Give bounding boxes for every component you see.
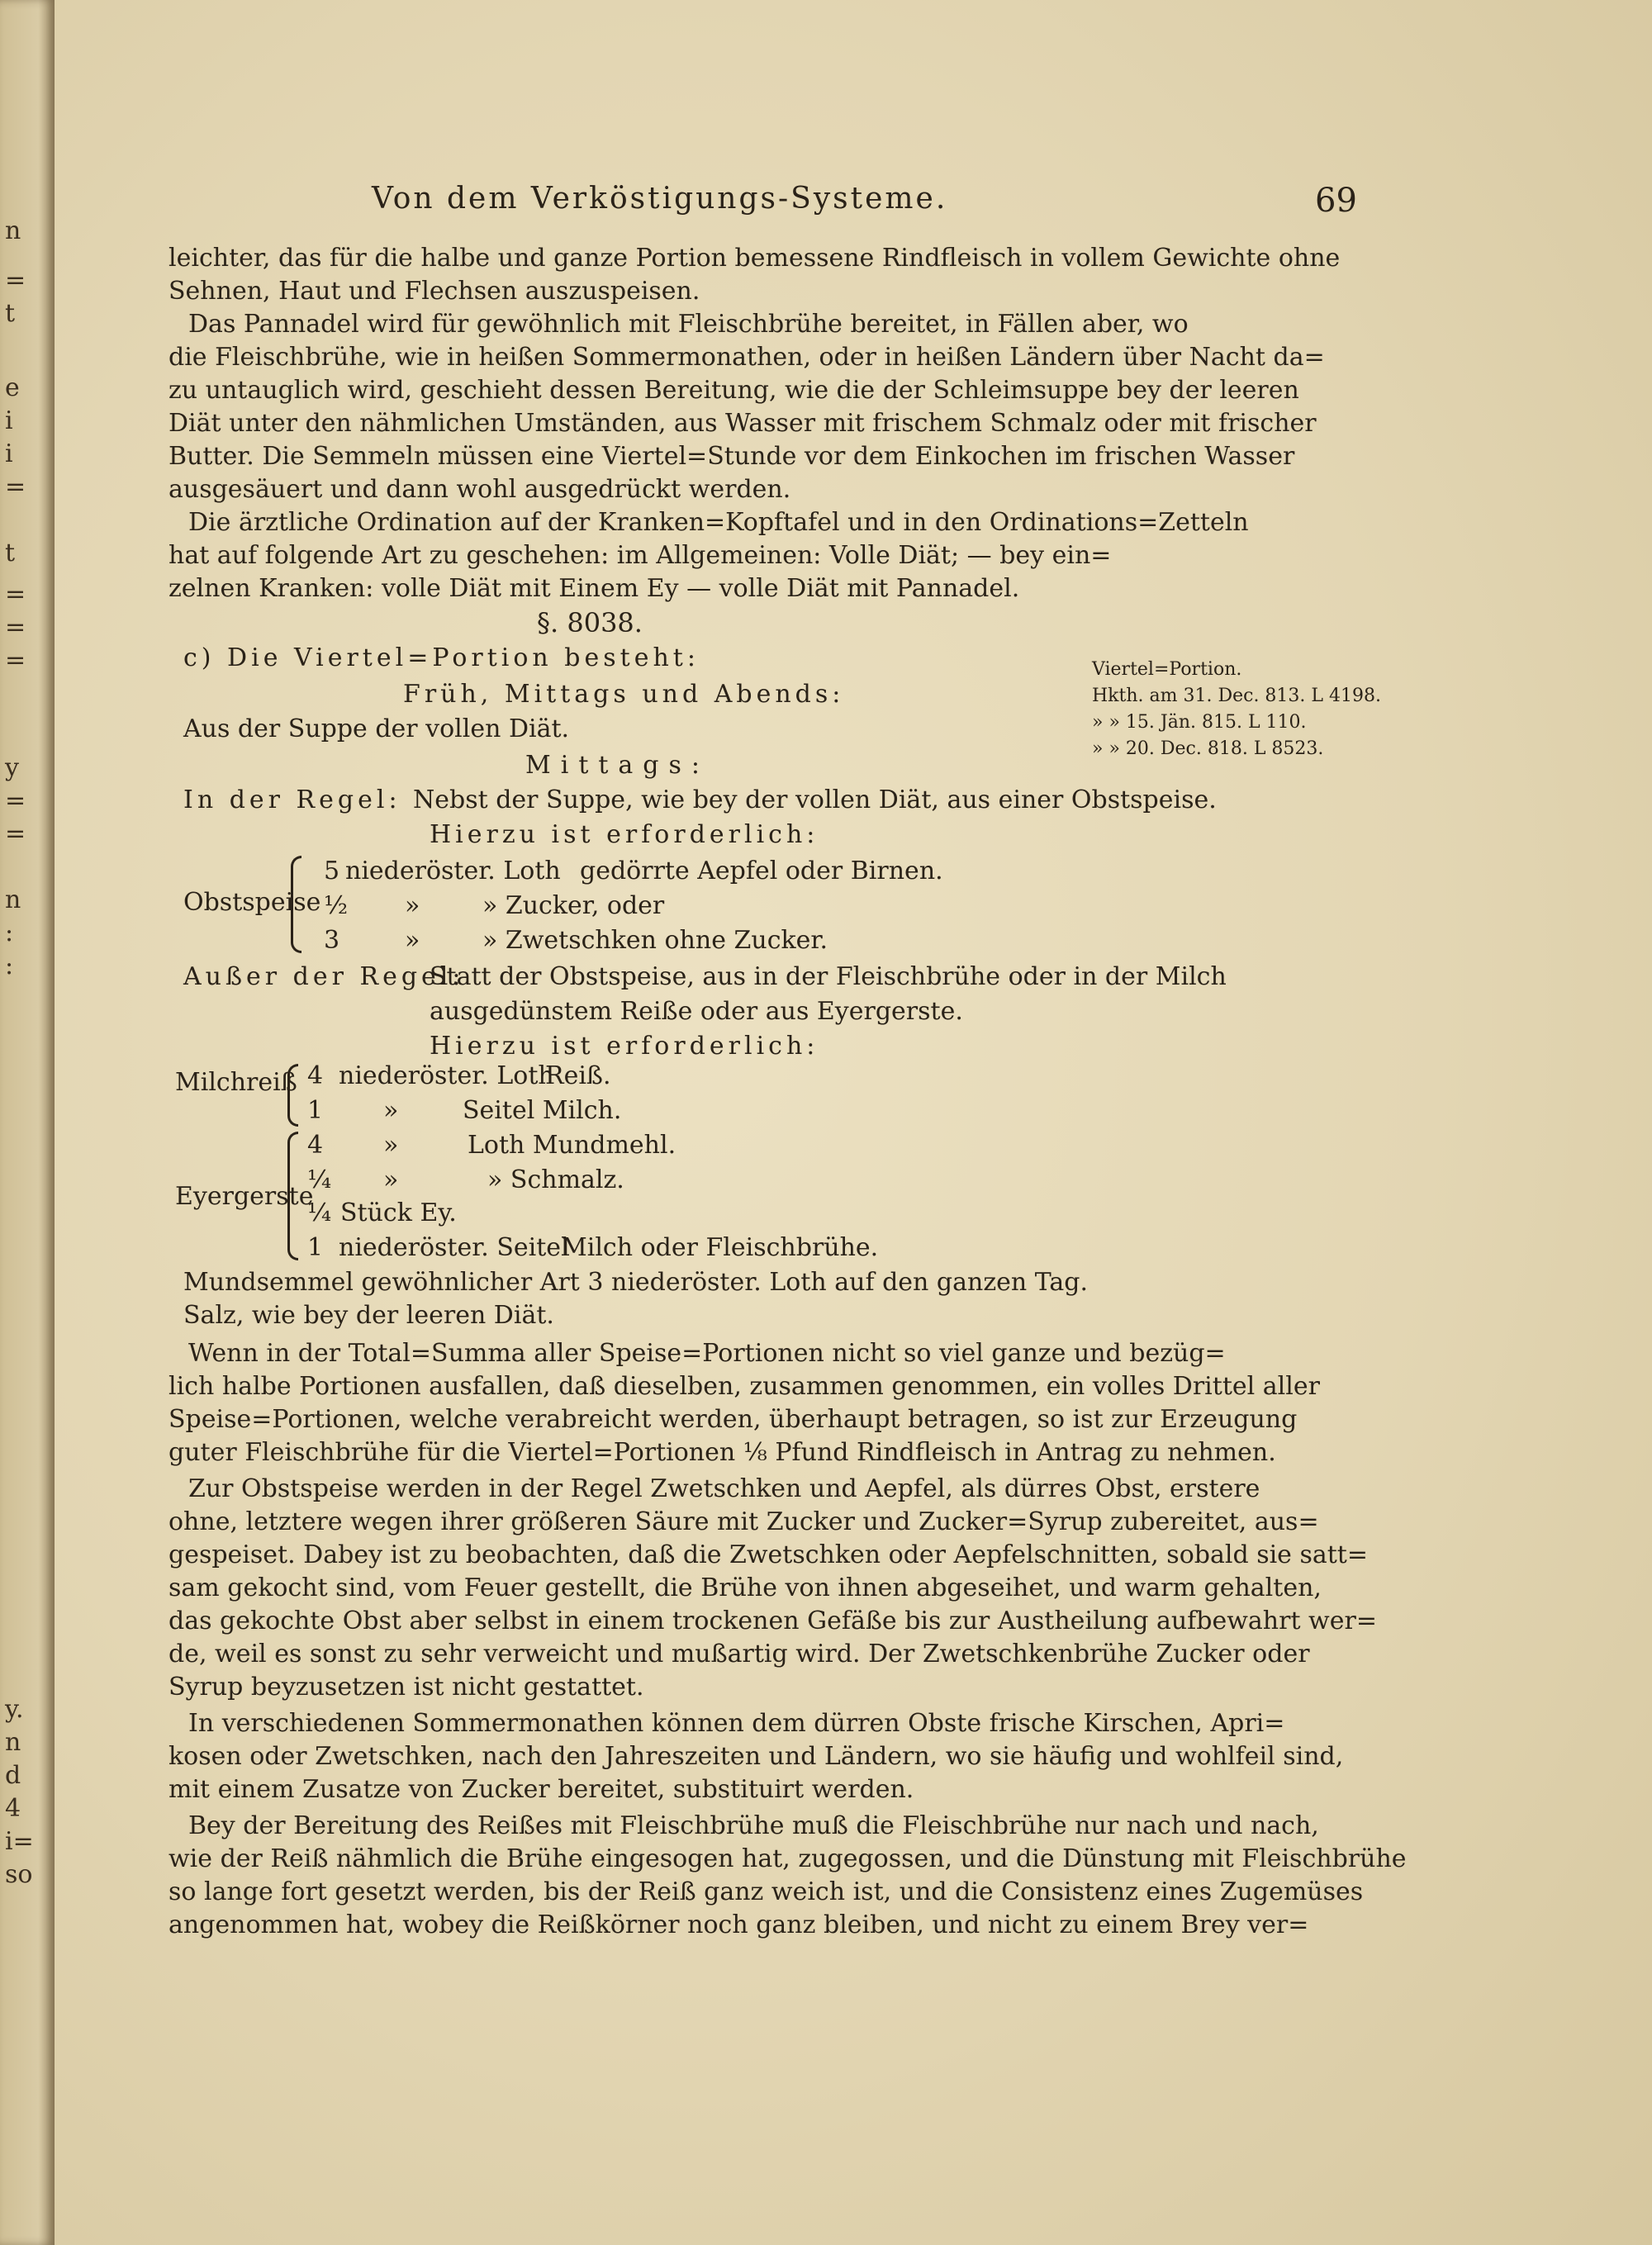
rule-label: In der Regel: [183,786,401,814]
rule-text: Nebst der Suppe, wie bey der vollen Diät, aus einer Obstspeise. [413,786,1217,814]
page-number: 69 [1315,182,1357,220]
text-line: In verschiedenen Sommermonathen können dem dürren Obste frische Kirschen, Apri= [188,1709,1285,1738]
required-label: Hierzu ist erforderlich: [430,820,819,849]
margin-fragment: = [5,580,26,609]
unit: niederöster. Loth [345,857,561,885]
text-line: Syrup beyzusetzen ist nicht gestattet. [169,1673,644,1702]
text-line: kosen oder Zwetschken, nach den Jahreszeiten und Ländern, wo sie häufig und wohlfeil sind, [169,1742,1344,1771]
item: Seitel Milch. [463,1096,622,1125]
margin-fragment: = [5,472,26,501]
exception-text: ausgedünstem Reiße oder aus Eyergerste. [430,997,963,1026]
item: » Zucker, oder [482,891,665,920]
qty: 1 [307,1096,324,1125]
group-label: Milchreiß [175,1068,297,1097]
margin-note-reference: » » 20. Dec. 818. L 8523. [1092,738,1324,759]
brace [287,1064,298,1127]
margin-fragment: t [5,299,16,328]
margin-fragment: = [5,819,26,848]
item: » Schmalz. [487,1165,624,1194]
text-line: so lange fort gesetzt werden, bis der Reiß ganz weich ist, und die Consistenz eines Zugemüses [169,1877,1364,1906]
margin-fragment: = [5,646,26,675]
text-line: sam gekocht sind, vom Feuer gestellt, die Brühe von ihnen abgeseihet, und warm gehalten, [169,1573,1322,1602]
item: Reiß. [545,1061,611,1090]
text-line: lich halbe Portionen ausfallen, daß dieselben, zusammen genommen, ein volles Drittel aller [169,1372,1320,1401]
text-line: Speise=Portionen, welche verabreicht werden, überhaupt betragen, so ist zur Erzeugung [169,1405,1298,1434]
margin-fragment: i= [5,1827,34,1856]
running-head: Von dem Verköstigungs-Systeme. [372,182,948,216]
unit: » [383,1131,399,1160]
qty: 3 [324,926,340,955]
text-line: zelnen Kranken: volle Diät mit Einem Ey — volle Diät mit Pannadel. [169,574,1020,603]
qty: 4 [307,1131,324,1160]
text-line: Aus der Suppe der vollen Diät. [183,714,570,743]
text-line: Salz, wie bey der leeren Diät. [183,1301,554,1330]
text-line: zu untauglich wird, geschieht dessen Bereitung, wie die der Schleimsuppe bey der leeren [169,376,1299,405]
unit: niederöster. Loth [339,1061,554,1090]
qty: ¼ [307,1198,332,1227]
unit: Stück Ey. [340,1198,457,1227]
text-line: wie der Reiß nähmlich die Brühe eingesogen hat, zugegossen, und die Dünstung mit Fleischbrühe [169,1844,1407,1873]
text-line: Mundsemmel gewöhnlicher Art 3 niederöster. Loth auf den ganzen Tag. [183,1268,1089,1297]
item: Loth Mundmehl. [468,1131,676,1160]
text-line: Wenn in der Total=Summa aller Speise=Portionen nicht so viel ganze und bezüg= [188,1339,1226,1368]
exception-text: Statt der Obstspeise, aus in der Fleischbrühe oder in der Milch [430,962,1227,991]
text-line: Bey der Bereitung des Reißes mit Fleischbrühe muß die Fleischbrühe nur nach und nach, [188,1811,1319,1840]
unit: » [383,1096,399,1125]
margin-fragment: : [5,918,14,947]
margin-fragment: = [5,786,26,815]
text-line: gespeiset. Dabey ist zu beobachten, daß die Zwetschken oder Aepfelschnitten, sobald sie satt= [169,1540,1368,1569]
margin-note-title: Viertel=Portion. [1092,659,1242,680]
qty: 1 [307,1233,324,1262]
subheading: Früh, Mittags und Abends: [403,680,845,709]
brace [287,1132,298,1260]
margin-fragment: t [5,539,16,567]
text-line: Das Pannadel wird für gewöhnlich mit Fleischbrühe bereitet, in Fällen aber, wo [188,310,1189,339]
previous-page-edge [0,0,55,2245]
group-label: Obstspeise [183,888,321,917]
item: gedörrte Aepfel oder Birnen. [580,857,943,885]
margin-fragment: : [5,952,14,980]
qty: 5 [324,857,340,885]
margin-fragment: y. [5,1695,24,1724]
text-line: ohne, letztere wegen ihrer größeren Säure mit Zucker und Zucker=Syrup zubereitet, aus= [169,1507,1319,1536]
subheading: Mittags: [525,751,710,780]
text-line: die Fleischbrühe, wie in heißen Sommermonathen, oder in heißen Ländern über Nacht da= [169,343,1325,372]
exception-label: Außer der Regel: [183,962,465,991]
item: Milch oder Fleischbrühe. [562,1233,879,1262]
margin-fragment: so [5,1860,33,1889]
margin-fragment: i [5,439,13,468]
text-line: ausgesäuert und dann wohl ausgedrückt werden. [169,475,791,504]
unit: » [405,926,420,955]
margin-note-reference: Hkth. am 31. Dec. 813. L 4198. [1092,686,1381,706]
qty: ¼ [307,1165,332,1194]
text-line: de, weil es sonst zu sehr verweicht und mußartig wird. Der Zwetschkenbrühe Zucker oder [169,1640,1310,1668]
margin-fragment: n [5,216,21,245]
text-line: das gekochte Obst aber selbst in einem trockenen Gefäße bis zur Austheilung aufbewahrt wer= [169,1607,1377,1635]
qty: 4 [307,1061,324,1090]
section-heading: c) Die Viertel=Portion besteht: [183,643,700,672]
text-line: Zur Obstspeise werden in der Regel Zwetschken und Aepfel, als dürres Obst, erstere [188,1474,1260,1503]
text-line: angenommen hat, wobey die Reißkörner noch ganz bleiben, und nicht zu einem Brey ver= [169,1910,1309,1939]
margin-note-reference: » » 15. Jän. 815. L 110. [1092,712,1307,733]
unit: » [383,1165,399,1194]
margin-fragment: n [5,885,21,914]
text-line: leichter, das für die halbe und ganze Portion bemessene Rindfleisch in vollem Gewichte ohne [169,244,1341,273]
margin-fragment: = [5,613,26,642]
margin-fragment: 4 [5,1794,21,1823]
text-line: hat auf folgende Art zu geschehen: im Allgemeinen: Volle Diät; — bey ein= [169,541,1112,570]
margin-fragment: i [5,406,13,435]
required-label: Hierzu ist erforderlich: [430,1032,819,1061]
item: » Zwetschken ohne Zucker. [482,926,828,955]
group-label: Eyergerste [175,1182,314,1211]
text-line: Diät unter den nähmlichen Umständen, aus Wasser mit frischem Schmalz oder mit frischer [169,409,1317,438]
section-number: §. 8038. [537,607,643,638]
unit: niederöster. Seitel [339,1233,569,1262]
margin-fragment: d [5,1761,21,1790]
margin-fragment: e [5,373,20,402]
qty: ½ [324,891,349,920]
unit: » [405,891,420,920]
margin-fragment: n [5,1728,21,1757]
text-line: guter Fleischbrühe für die Viertel=Portionen ⅛ Pfund Rindfleisch in Antrag zu nehmen. [169,1438,1276,1467]
margin-fragment: = [5,266,26,295]
brace [291,856,301,953]
text-line: Butter. Die Semmeln müssen eine Viertel=Stunde vor dem Einkochen im frischen Wasser [169,442,1295,471]
text-line: Sehnen, Haut und Flechsen auszuspeisen. [169,277,700,306]
margin-fragment: y [5,753,19,782]
text-line: Die ärztliche Ordination auf der Kranken=Kopftafel und in den Ordinations=Zetteln [188,508,1249,537]
text-line: mit einem Zusatze von Zucker bereitet, substituirt werden. [169,1775,914,1804]
